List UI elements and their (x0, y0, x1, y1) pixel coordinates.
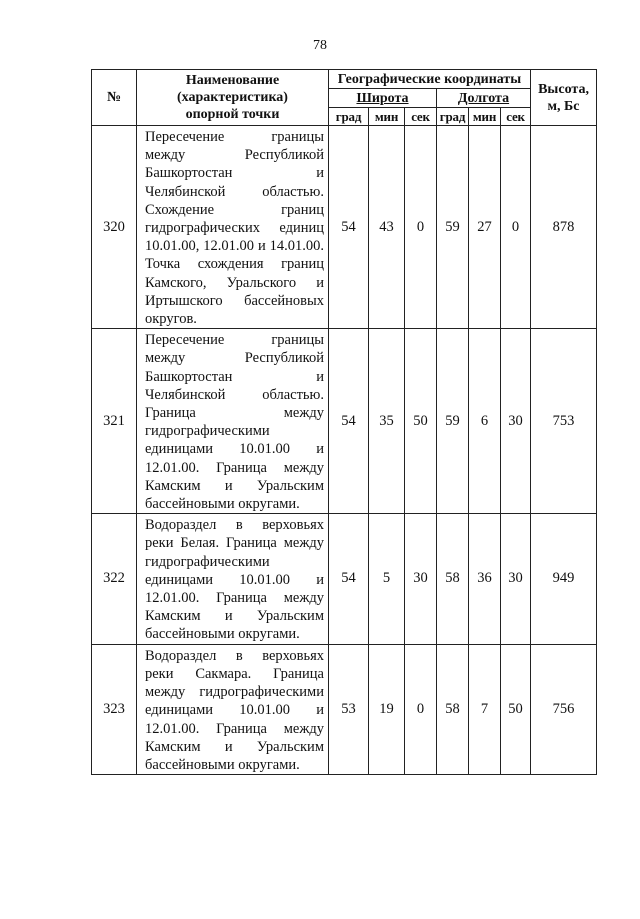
lat-seconds: 30 (405, 514, 437, 644)
height-value: 949 (531, 514, 597, 644)
header-height (531, 70, 597, 126)
row-description: Пересечение границы между Республикой Башкортостан и Челябинской областью. Граница между гидрографическими единицами 10.01.00 и 12.01.00. Граница между Камским и Уральским бассейновыми округами. (137, 329, 329, 514)
row-description: Водораздел в верховьях реки Сакмара. Граница между гидрографическими единицами 10.01.00 и 12.01.00. Граница между Камским и Уральским бассейновыми округами. (137, 644, 329, 774)
header-name-line2: (характеристика) (177, 90, 288, 105)
lat-degrees: 54 (329, 126, 369, 329)
header-name-line3: опорной точки (185, 107, 280, 122)
lon-minutes: 7 (469, 644, 501, 774)
lon-degrees: 59 (437, 126, 469, 329)
lon-minutes: 27 (469, 126, 501, 329)
table-row (92, 126, 597, 329)
height-value: 753 (531, 329, 597, 514)
lat-degrees: 53 (329, 644, 369, 774)
header-longitude-label: Долгота (457, 90, 510, 106)
lat-minutes: 19 (369, 644, 405, 774)
lat-degrees: 54 (329, 329, 369, 514)
lon-minutes: 36 (469, 514, 501, 644)
row-number: 320 (92, 126, 137, 329)
header-unit-lon-min: мин (469, 108, 501, 126)
row-number: 321 (92, 329, 137, 514)
row-number: 322 (92, 514, 137, 644)
page-number: 78 (313, 38, 327, 53)
row-description: Пересечение границы между Республикой Башкортостан и Челябинской областью. Схождение границ гидрографических единиц 10.01.00, 12.01.00 и 14.01.00. Точка схождения границ Камского, Уральского и Иртышского бассейновых округов. (137, 126, 329, 329)
header-longitude (437, 89, 531, 108)
lat-minutes: 5 (369, 514, 405, 644)
height-value: 878 (531, 126, 597, 329)
lat-minutes: 35 (369, 329, 405, 514)
lon-degrees: 58 (437, 514, 469, 644)
height-value: 756 (531, 644, 597, 774)
header-name-line1: Наименование (185, 73, 280, 88)
lon-seconds: 30 (501, 329, 531, 514)
header-unit-lon-deg: град (437, 108, 469, 126)
table-row (92, 644, 597, 774)
lat-seconds: 0 (405, 644, 437, 774)
header-unit-lat-sec: сек (405, 108, 437, 126)
row-number: 323 (92, 644, 137, 774)
header-height-line2: м, Бс (547, 98, 580, 114)
header-num: № (92, 70, 137, 126)
row-description: Водораздел в верховьях реки Белая. Граница между гидрографическими единицами 10.01.00 и 12.01.00. Граница между Камским и Уральским бассейновыми округами. (137, 514, 329, 644)
reference-points-table (91, 69, 597, 775)
header-unit-lat-deg: град (329, 108, 369, 126)
header-height-line1: Высота, (538, 81, 589, 97)
lon-seconds: 0 (501, 126, 531, 329)
lat-degrees: 54 (329, 514, 369, 644)
header-unit-lat-min: мин (369, 108, 405, 126)
lon-degrees: 59 (437, 329, 469, 514)
table-row (92, 329, 597, 514)
lon-seconds: 30 (501, 514, 531, 644)
table-row (92, 514, 597, 644)
lat-seconds: 50 (405, 329, 437, 514)
header-name (137, 70, 329, 126)
header-latitude (329, 89, 437, 108)
header-latitude-label: Широта (356, 90, 409, 106)
lat-minutes: 43 (369, 126, 405, 329)
header-unit-lon-sec: сек (501, 108, 531, 126)
lon-degrees: 58 (437, 644, 469, 774)
lon-minutes: 6 (469, 329, 501, 514)
lat-seconds: 0 (405, 126, 437, 329)
lon-seconds: 50 (501, 644, 531, 774)
header-coordinates: Географические координаты (329, 70, 531, 89)
